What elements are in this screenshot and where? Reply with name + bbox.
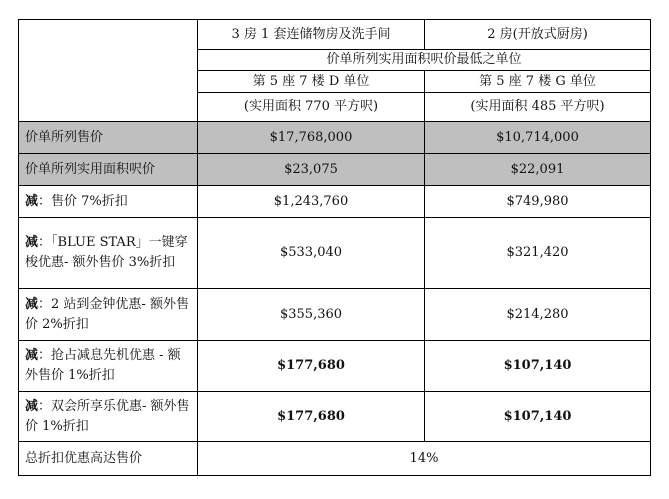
table-row bbox=[19, 341, 651, 392]
row-value-col2: $214,280 bbox=[425, 289, 651, 341]
total-value: 14% bbox=[198, 442, 651, 476]
table-row bbox=[19, 392, 651, 442]
row-value-col2: $10,714,000 bbox=[425, 122, 651, 154]
col2-title: 2 房(开放式厨房) bbox=[425, 20, 651, 50]
row-label bbox=[19, 392, 198, 442]
row-label-text: ：2 站到金钟优惠- 额外售价 2%折扣 bbox=[25, 296, 189, 332]
row-label-prefix: 减 bbox=[25, 398, 39, 414]
column-title-row bbox=[19, 20, 651, 50]
row-label bbox=[19, 341, 198, 392]
row-label: 价单所列实用面积呎价 bbox=[19, 154, 198, 186]
row-label bbox=[19, 218, 198, 289]
table-row bbox=[19, 289, 651, 341]
row-label-text: ：抢占减息先机优惠 - 额外售价 1%折扣 bbox=[25, 348, 181, 383]
row-label-prefix: 减 bbox=[25, 348, 39, 363]
row-label bbox=[19, 186, 198, 218]
row-value-col1: $1,243,760 bbox=[198, 186, 425, 218]
total-row bbox=[19, 442, 651, 476]
col1-unit: 第 5 座 7 楼 D 单位 bbox=[198, 71, 425, 93]
row-value-col2: $749,980 bbox=[425, 186, 651, 218]
table-row bbox=[19, 218, 651, 289]
row-value-col1: $177,680 bbox=[198, 341, 425, 392]
col1-title: 3 房 1 套连储物房及洗手间 bbox=[198, 20, 425, 50]
row-value-col1: $17,768,000 bbox=[198, 122, 425, 154]
row-label-prefix: 减 bbox=[25, 193, 39, 209]
row-label: 价单所列售价 bbox=[19, 122, 198, 154]
row-value-col2: $107,140 bbox=[425, 341, 651, 392]
row-value-col2: $321,420 bbox=[425, 218, 651, 289]
row-label-text: ：双会所享乐优惠- 额外售价 1%折扣 bbox=[25, 398, 190, 434]
col2-unit: 第 5 座 7 楼 G 单位 bbox=[425, 71, 651, 93]
row-value-col1: $533,040 bbox=[198, 218, 425, 289]
col1-area: (实用面积 770 平方呎) bbox=[198, 93, 425, 122]
row-value-col2: $107,140 bbox=[425, 392, 651, 442]
col2-area: (实用面积 485 平方呎) bbox=[425, 93, 651, 122]
row-label-text: ：售价 7%折扣 bbox=[38, 193, 128, 209]
table-row bbox=[19, 154, 651, 186]
row-value-col1: $177,680 bbox=[198, 392, 425, 442]
row-value-col2: $22,091 bbox=[425, 154, 651, 186]
row-label-text: ：「BLUE STAR」一键穿梭优惠- 额外售价 3%折扣 bbox=[25, 235, 188, 270]
subheader-label: 价单所列实用面积呎价最低之单位 bbox=[198, 50, 651, 71]
row-label bbox=[19, 289, 198, 341]
total-label: 总折扣优惠高达售价 bbox=[19, 442, 198, 476]
table-row bbox=[19, 122, 651, 154]
table-row bbox=[19, 186, 651, 218]
row-value-col1: $355,360 bbox=[198, 289, 425, 341]
row-label-prefix: 减 bbox=[25, 235, 39, 250]
price-list-table bbox=[18, 19, 651, 476]
row-label-prefix: 减 bbox=[25, 296, 39, 312]
row-value-col1: $23,075 bbox=[198, 154, 425, 186]
corner-cell bbox=[19, 20, 198, 122]
